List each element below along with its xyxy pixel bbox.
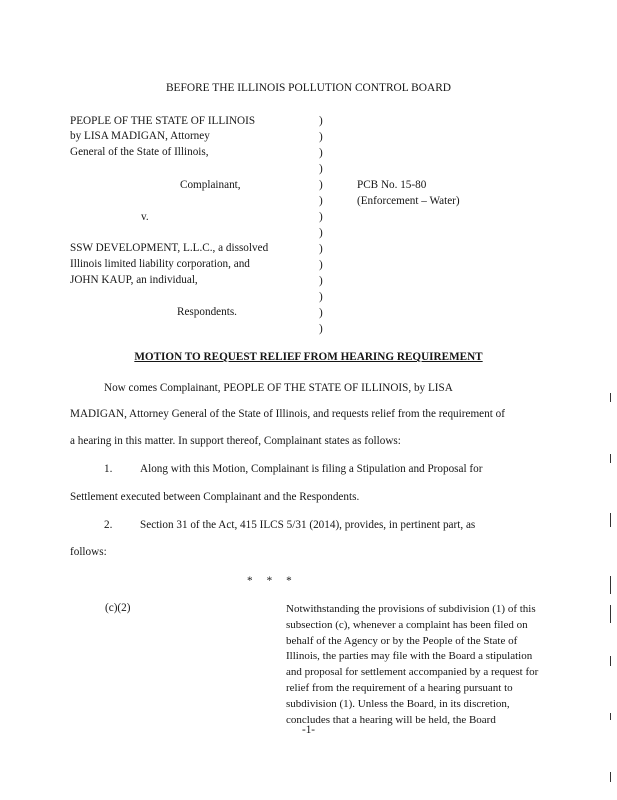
caption-paren: ) bbox=[319, 307, 323, 319]
complainant-line-2: by LISA MADIGAN, Attorney bbox=[70, 130, 210, 142]
caption-paren: ) bbox=[319, 275, 323, 287]
complainant-role: Complainant, bbox=[180, 179, 241, 191]
para2-line-1: Section 31 of the Act, 415 ILCS 5/31 (2014), provides, in pertinent part, as bbox=[140, 519, 476, 531]
caption-paren: ) bbox=[319, 243, 323, 255]
board-heading: BEFORE THE ILLINOIS POLLUTION CONTROL BOARD bbox=[165, 82, 452, 94]
margin-mark bbox=[610, 454, 611, 463]
quote-text: Notwithstanding the provisions of subdivision (1) of this subsection (c), whenever a complaint has been filed on behalf of the Agency or by the People of the State of Illinois, the parties may file with the Board a stipulation and proposal for settlement accompanied by a request for relief from the requirement of a hearing pursuant to subdivision (1). Unless the Board, in its discretion, concludes that a hearing will be held, the Board bbox=[286, 603, 539, 726]
para2-number: 2. bbox=[104, 519, 113, 531]
caption-paren: ) bbox=[319, 115, 323, 127]
margin-mark bbox=[610, 605, 611, 623]
para1-line-2: Settlement executed between Complainant and the Respondents. bbox=[70, 491, 360, 503]
motion-title: MOTION TO REQUEST RELIEF FROM HEARING REQUIREMENT bbox=[134, 351, 483, 363]
caption-paren: ) bbox=[319, 291, 323, 303]
para1-number: 1. bbox=[104, 463, 113, 475]
margin-mark bbox=[610, 656, 611, 666]
margin-mark bbox=[610, 713, 611, 720]
caption-paren: ) bbox=[319, 163, 323, 175]
intro-line-1: Now comes Complainant, PEOPLE OF THE STATE OF ILLINOIS, by LISA bbox=[104, 382, 453, 394]
respondent-line-3: JOHN KAUP, an individual, bbox=[70, 274, 198, 286]
case-number: PCB No. 15-80 bbox=[357, 179, 427, 191]
versus-label: v. bbox=[141, 211, 149, 223]
quote-section-label: (c)(2) bbox=[105, 602, 131, 614]
intro-line-3: a hearing in this matter. In support thereof, Complainant states as follows: bbox=[70, 435, 401, 447]
caption-paren: ) bbox=[319, 131, 323, 143]
complainant-line-3: General of the State of Illinois, bbox=[70, 146, 209, 158]
margin-mark bbox=[610, 513, 611, 527]
caption-paren: ) bbox=[319, 195, 323, 207]
respondent-line-2: Illinois limited liability corporation, and bbox=[70, 258, 250, 270]
complainant-line-1: PEOPLE OF THE STATE OF ILLINOIS bbox=[70, 115, 256, 127]
caption-paren: ) bbox=[319, 259, 323, 271]
ellipsis-asterisks: * * * bbox=[247, 575, 292, 587]
margin-mark bbox=[610, 576, 611, 594]
intro-line-2: MADIGAN, Attorney General of the State of Illinois, and requests relief from the requirement of bbox=[70, 408, 505, 420]
margin-mark bbox=[610, 393, 611, 402]
margin-mark bbox=[610, 772, 611, 782]
case-type: (Enforcement – Water) bbox=[357, 195, 460, 207]
para1-line-1: Along with this Motion, Complainant is filing a Stipulation and Proposal for bbox=[140, 463, 483, 475]
caption-paren: ) bbox=[319, 147, 323, 159]
respondent-line-1: SSW DEVELOPMENT, L.L.C., a dissolved bbox=[70, 242, 269, 254]
caption-paren: ) bbox=[319, 179, 323, 191]
caption-paren: ) bbox=[319, 323, 323, 335]
para2-line-2: follows: bbox=[70, 546, 107, 558]
caption-paren: ) bbox=[319, 227, 323, 239]
page-number: -1- bbox=[301, 724, 316, 736]
respondent-role: Respondents. bbox=[177, 306, 237, 318]
caption-paren: ) bbox=[319, 211, 323, 223]
